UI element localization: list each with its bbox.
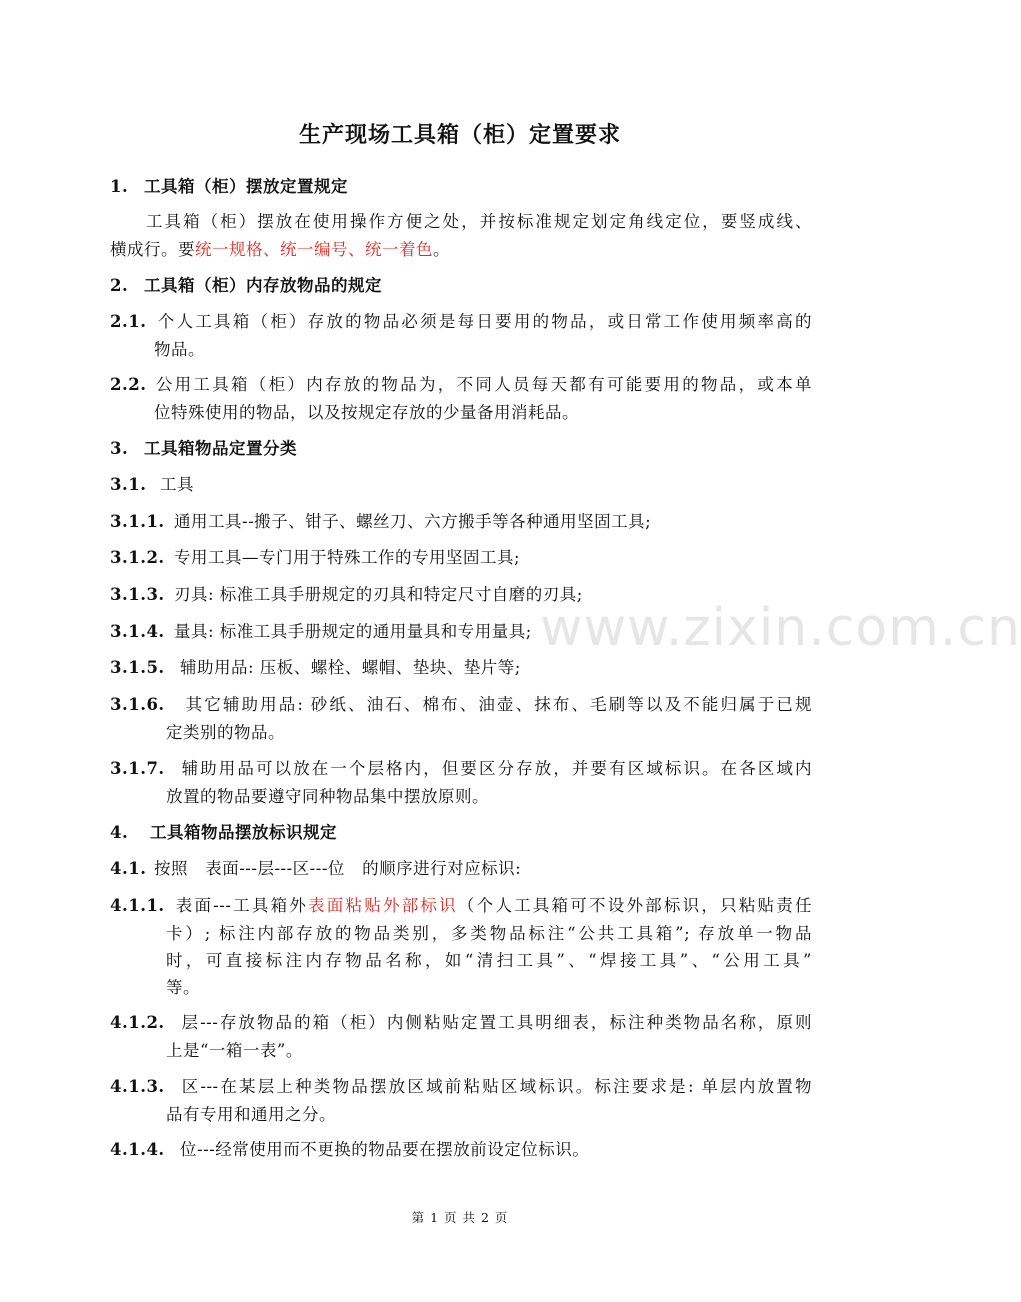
item-4-1: 4.1. 按照 表面---层---区---位 的顺序进行对应标识:	[110, 859, 522, 878]
item-2-2-line1: 2.2. 公用工具箱（柜）内存放的物品为，不同人员每天都有可能要用的物品，或本单	[110, 375, 812, 394]
item-3-1-1: 3.1.1. 通用工具--搬子、钳子、螺丝刀、六方搬手等各种通用坚固工具;	[110, 512, 652, 531]
item-3-1-2: 3.1.2. 专用工具—专门用于特殊工作的专用坚固工具;	[110, 548, 521, 567]
section-1-heading: 1. 工具箱（柜）摆放定置规定	[110, 177, 348, 196]
item-4-1-2-line1: 4.1.2. 层---存放物品的箱（柜）内侧粘贴定置工具明细表，标注种类物品名称，原则	[110, 1013, 812, 1032]
item-3-1-7-line2: 放置的物品要遵守同种物品集中摆放原则。	[166, 787, 489, 806]
highlight-unify: 统一规格、统一编号、统一着色	[195, 240, 433, 259]
page-footer: 第 1 页 共 2 页	[411, 1210, 509, 1225]
section-1-para-line1: 工具箱（柜）摆放在使用操作方便之处，并按标准规定划定角线定位，要竖成线、	[146, 212, 812, 231]
item-3-1-7-line1: 3.1.7. 辅助用品可以放在一个层格内，但要区分存放，并要有区域标识。在各区域内	[110, 759, 812, 778]
item-3-1: 3.1. 工具	[110, 475, 194, 494]
item-2-1-line2: 物品。	[154, 340, 205, 359]
item-4-1-1-line4: 等。	[166, 978, 200, 997]
item-4-1-3-line1: 4.1.3. 区---在某层上种类物品摆放区域前粘贴区域标识。标注要求是: 单层内放置物	[110, 1077, 812, 1096]
item-3-1-3: 3.1.3. 刃具: 标准工具手册规定的刃具和特定尺寸自磨的刃具;	[110, 585, 583, 604]
page-title: 生产现场工具箱（柜）定置要求	[298, 123, 621, 148]
item-3-1-6-line2: 定类别的物品。	[166, 723, 285, 742]
watermark: www.zixin.com.cn	[540, 598, 1021, 658]
item-3-1-6-line1: 3.1.6. 其它辅助用品: 砂纸、油石、棉布、油壶、抹布、毛刷等以及不能归属于已规	[110, 695, 812, 714]
section-4-heading: 4. 工具箱物品摆放标识规定	[110, 823, 337, 842]
item-4-1-1-line2: 卡）; 标注内部存放的物品类别，多类物品标注“公共工具箱”; 存放单一物品	[166, 924, 812, 943]
item-4-1-2-line2: 上是“一箱一表”。	[166, 1041, 303, 1060]
item-4-1-1-line1: 4.1.1. 表面---工具箱外表面粘贴外部标识（个人工具箱可不设外部标识，只粘贴责任	[110, 896, 813, 915]
item-4-1-1-line3: 时，可直接标注内存物品名称，如“清扫工具”、“焊接工具”、“公用工具”	[166, 951, 812, 970]
item-4-1-4: 4.1.4. 位---经常使用而不更换的物品要在摆放前设定位标识。	[110, 1140, 590, 1159]
highlight-external-label: 表面粘贴外部标识	[308, 896, 458, 915]
item-3-1-4: 3.1.4. 量具: 标准工具手册规定的通用量具和专用量具;	[110, 622, 532, 641]
section-3-heading: 3. 工具箱物品定置分类	[110, 439, 297, 458]
item-2-2-line2: 位特殊使用的物品，以及按规定存放的少量备用消耗品。	[154, 403, 579, 422]
section-1-para-line2: 横成行。要统一规格、统一编号、统一着色。	[110, 240, 450, 259]
item-2-1-line1: 2.1. 个人工具箱（柜）存放的物品必须是每日要用的物品，或日常工作使用频率高的	[110, 312, 812, 331]
item-4-1-3-line2: 品有专用和通用之分。	[166, 1105, 336, 1124]
section-2-heading: 2. 工具箱（柜）内存放物品的规定	[110, 276, 382, 295]
item-3-1-5: 3.1.5. 辅助用品: 压板、螺栓、螺帽、垫块、垫片等;	[110, 658, 521, 677]
